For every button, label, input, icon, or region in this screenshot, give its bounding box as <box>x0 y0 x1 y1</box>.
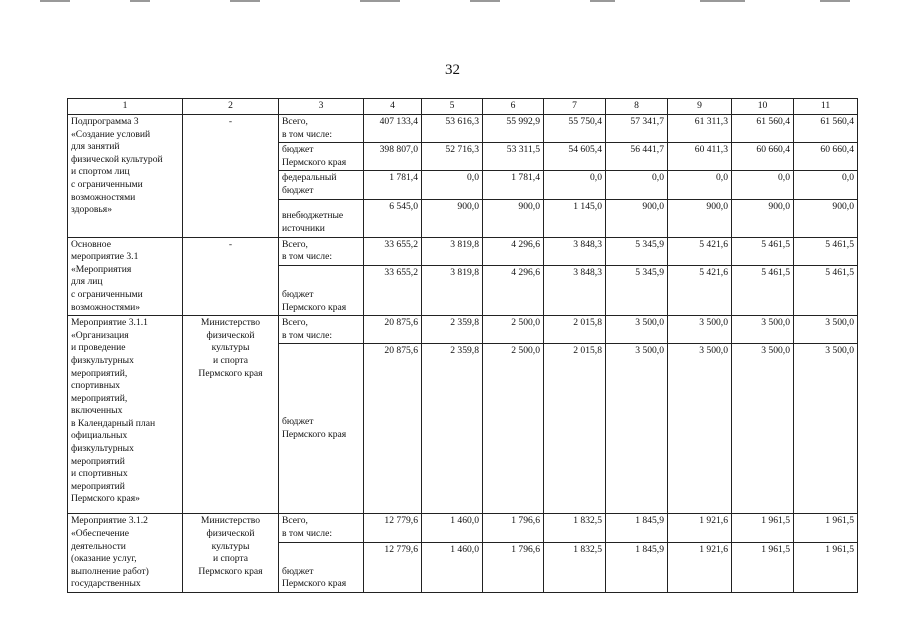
amount-cell: 60 660,4 <box>732 143 794 171</box>
amount-cell: 12 779,6 <box>364 514 422 542</box>
funding-source-cell: Всего, в том числе: <box>279 316 364 344</box>
table-row <box>68 115 858 143</box>
header-cell: 3 <box>279 99 364 115</box>
amount-cell: 0,0 <box>544 171 606 199</box>
header-cell: 1 <box>68 99 183 115</box>
table-row <box>68 316 858 344</box>
amount-cell: 4 296,6 <box>483 237 544 265</box>
header-cell: 8 <box>606 99 668 115</box>
amount-cell: 900,0 <box>606 199 668 237</box>
amount-cell: 1 921,6 <box>668 542 732 592</box>
amount-cell: 3 819,8 <box>422 237 483 265</box>
scan-top-edge-marks <box>0 0 905 6</box>
amount-cell: 0,0 <box>606 171 668 199</box>
amount-cell: 1 961,5 <box>732 542 794 592</box>
amount-cell: 1 796,6 <box>483 514 544 542</box>
header-cell: 6 <box>483 99 544 115</box>
amount-cell: 2 359,8 <box>422 344 483 514</box>
program-name-cell: Мероприятие 3.1.2 «Обеспечение деятельности (оказание услуг, выполнение работ) государственных <box>68 514 183 593</box>
amount-cell: 3 500,0 <box>668 344 732 514</box>
amount-cell: 900,0 <box>422 199 483 237</box>
header-cell: 7 <box>544 99 606 115</box>
amount-cell: 1 781,4 <box>364 171 422 199</box>
amount-cell: 407 133,4 <box>364 115 422 143</box>
amount-cell: 1 781,4 <box>483 171 544 199</box>
header-cell: 11 <box>794 99 858 115</box>
table-body <box>68 115 858 593</box>
amount-cell: 3 500,0 <box>732 344 794 514</box>
amount-cell: 56 441,7 <box>606 143 668 171</box>
amount-cell: 5 461,5 <box>732 265 794 315</box>
amount-cell: 3 848,3 <box>544 265 606 315</box>
amount-cell: 55 750,4 <box>544 115 606 143</box>
budget-table <box>67 98 858 593</box>
funding-source-cell: Всего, в том числе: <box>279 237 364 265</box>
amount-cell: 3 500,0 <box>606 316 668 344</box>
amount-cell: 55 992,9 <box>483 115 544 143</box>
amount-cell: 3 500,0 <box>606 344 668 514</box>
amount-cell: 33 655,2 <box>364 265 422 315</box>
amount-cell: 2 359,8 <box>422 316 483 344</box>
header-cell: 10 <box>732 99 794 115</box>
amount-cell: 0,0 <box>422 171 483 199</box>
amount-cell: 3 500,0 <box>668 316 732 344</box>
executor-cell: - <box>183 115 279 238</box>
amount-cell: 900,0 <box>483 199 544 237</box>
amount-cell: 5 345,9 <box>606 237 668 265</box>
amount-cell: 3 500,0 <box>794 316 858 344</box>
amount-cell: 61 560,4 <box>794 115 858 143</box>
amount-cell: 52 716,3 <box>422 143 483 171</box>
amount-cell: 1 145,0 <box>544 199 606 237</box>
amount-cell: 5 421,6 <box>668 237 732 265</box>
funding-source-cell: внебюджетные источники <box>279 199 364 237</box>
amount-cell: 57 341,7 <box>606 115 668 143</box>
amount-cell: 1 845,9 <box>606 514 668 542</box>
amount-cell: 0,0 <box>732 171 794 199</box>
program-name-cell: Подпрограмма 3 «Создание условий для занятий физической культурой и спортом лиц с ограниченными возможностями здоровья» <box>68 115 183 238</box>
table-row <box>68 514 858 542</box>
header-row <box>68 99 858 115</box>
amount-cell: 2 015,8 <box>544 344 606 514</box>
header-cell: 2 <box>183 99 279 115</box>
amount-cell: 0,0 <box>794 171 858 199</box>
amount-cell: 3 500,0 <box>732 316 794 344</box>
amount-cell: 1 961,5 <box>794 514 858 542</box>
funding-source-cell: Всего, в том числе: <box>279 514 364 542</box>
funding-source-cell: федеральный бюджет <box>279 171 364 199</box>
amount-cell: 1 796,6 <box>483 542 544 592</box>
header-cell: 9 <box>668 99 732 115</box>
amount-cell: 5 345,9 <box>606 265 668 315</box>
funding-source-cell: Всего, в том числе: <box>279 115 364 143</box>
amount-cell: 2 500,0 <box>483 344 544 514</box>
amount-cell: 0,0 <box>668 171 732 199</box>
amount-cell: 3 848,3 <box>544 237 606 265</box>
amount-cell: 3 500,0 <box>794 344 858 514</box>
amount-cell: 5 421,6 <box>668 265 732 315</box>
header-cell: 5 <box>422 99 483 115</box>
amount-cell: 12 779,6 <box>364 542 422 592</box>
page-number: 32 <box>445 62 460 78</box>
amount-cell: 5 461,5 <box>794 265 858 315</box>
amount-cell: 1 460,0 <box>422 542 483 592</box>
executor-cell: Министерство физической культуры и спорта Пермского края <box>183 514 279 593</box>
program-name-cell: Мероприятие 3.1.1 «Организация и проведение физкультурных мероприятий, спортивных мероприятий, включенных в Календарный план официальных физкультурных мероприятий и спортивных мероприятий Пермского края» <box>68 316 183 514</box>
amount-cell: 2 015,8 <box>544 316 606 344</box>
amount-cell: 5 461,5 <box>732 237 794 265</box>
amount-cell: 1 832,5 <box>544 514 606 542</box>
amount-cell: 60 411,3 <box>668 143 732 171</box>
amount-cell: 20 875,6 <box>364 344 422 514</box>
amount-cell: 1 961,5 <box>732 514 794 542</box>
amount-cell: 53 311,5 <box>483 143 544 171</box>
funding-source-cell: бюджет Пермского края <box>279 265 364 315</box>
amount-cell: 4 296,6 <box>483 265 544 315</box>
amount-cell: 60 660,4 <box>794 143 858 171</box>
amount-cell: 1 961,5 <box>794 542 858 592</box>
amount-cell: 1 921,6 <box>668 514 732 542</box>
amount-cell: 6 545,0 <box>364 199 422 237</box>
amount-cell: 61 560,4 <box>732 115 794 143</box>
program-name-cell: Основное мероприятие 3.1 «Мероприятия для лиц с ограниченными возможностями» <box>68 237 183 316</box>
amount-cell: 3 819,8 <box>422 265 483 315</box>
header-cell: 4 <box>364 99 422 115</box>
executor-cell: Министерство физической культуры и спорта Пермского края <box>183 316 279 514</box>
amount-cell: 54 605,4 <box>544 143 606 171</box>
amount-cell: 1 832,5 <box>544 542 606 592</box>
amount-cell: 1 845,9 <box>606 542 668 592</box>
amount-cell: 900,0 <box>668 199 732 237</box>
amount-cell: 1 460,0 <box>422 514 483 542</box>
amount-cell: 900,0 <box>732 199 794 237</box>
executor-cell: - <box>183 237 279 316</box>
amount-cell: 900,0 <box>794 199 858 237</box>
amount-cell: 33 655,2 <box>364 237 422 265</box>
funding-source-cell: бюджет Пермского края <box>279 542 364 592</box>
funding-source-cell: бюджет Пермского края <box>279 143 364 171</box>
amount-cell: 61 311,3 <box>668 115 732 143</box>
amount-cell: 53 616,3 <box>422 115 483 143</box>
amount-cell: 5 461,5 <box>794 237 858 265</box>
amount-cell: 2 500,0 <box>483 316 544 344</box>
amount-cell: 398 807,0 <box>364 143 422 171</box>
funding-source-cell: бюджет Пермского края <box>279 344 364 514</box>
table-row <box>68 237 858 265</box>
amount-cell: 20 875,6 <box>364 316 422 344</box>
